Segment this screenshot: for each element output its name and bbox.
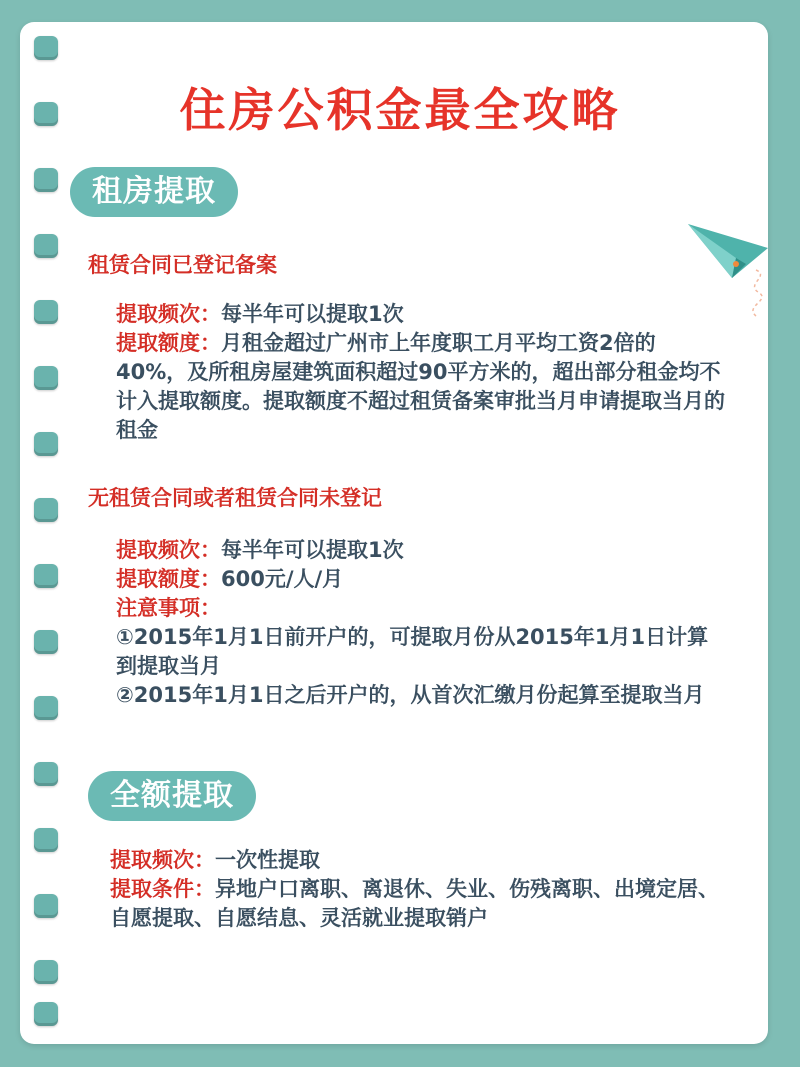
- amount-label: 提取额度：: [116, 567, 221, 591]
- subtitle-unregistered-lease: 无租赁合同或者租赁合同未登记: [88, 486, 382, 510]
- binder-hole-icon: [34, 630, 58, 654]
- note-item-1: ①2015年1月1日前开户的，可提取月份从2015年1月1日计算到提取当月: [116, 625, 709, 678]
- freq-value: 每半年可以提取1次: [221, 538, 404, 562]
- registered-lease-details: [116, 300, 726, 445]
- binder-hole-icon: [34, 498, 58, 522]
- binder-hole-icon: [34, 168, 58, 192]
- binder-hole-icon: [34, 1002, 58, 1026]
- amount-value: 月租金超过广州市上年度职工月平均工资2倍的40%，及所租房屋建筑面积超过90平方米的，超出部分租金均不计入提取额度。提取额度不超过租赁备案审批当月申请提取当月的租金: [116, 331, 725, 442]
- binder-hole-icon: [34, 432, 58, 456]
- binder-hole-icon: [34, 564, 58, 588]
- freq-line: [116, 300, 726, 329]
- freq-label: 提取频次：: [110, 848, 215, 872]
- binder-hole-icon: [34, 36, 58, 60]
- note-label: 注意事项：: [116, 596, 221, 620]
- binder-hole-icon: [34, 696, 58, 720]
- binder-hole-icon: [34, 234, 58, 258]
- cond-value: 异地户口离职、离退休、失业、伤残离职、出境定居、自愿提取、自愿结息、灵活就业提取销户: [110, 877, 719, 930]
- binder-holes: [34, 36, 60, 1026]
- amount-line: [116, 329, 726, 445]
- amount-label: 提取额度：: [116, 331, 221, 355]
- binder-hole-icon: [34, 894, 58, 918]
- binder-hole-icon: [34, 762, 58, 786]
- freq-label: 提取频次：: [116, 302, 221, 326]
- section-heading-rent: 租房提取: [70, 167, 238, 217]
- note-item-2: ②2015年1月1日之后开户的，从首次汇缴月份起算至提取当月: [116, 683, 705, 707]
- amount-line: [116, 565, 726, 594]
- note-line: [116, 594, 726, 623]
- freq-label: 提取频次：: [116, 538, 221, 562]
- binder-hole-icon: [34, 828, 58, 852]
- cond-label: 提取条件：: [110, 877, 215, 901]
- full-withdrawal-details: [110, 846, 720, 933]
- amount-value: 600元/人/月: [221, 567, 344, 591]
- binder-hole-icon: [34, 366, 58, 390]
- binder-hole-icon: [34, 300, 58, 324]
- freq-value: 每半年可以提取1次: [221, 302, 404, 326]
- subtitle-registered-lease: 租赁合同已登记备案: [88, 253, 277, 277]
- freq-value: 一次性提取: [215, 848, 320, 872]
- unregistered-lease-details: [116, 536, 726, 710]
- binder-hole-icon: [34, 960, 58, 984]
- page-title: 住房公积金最全攻略: [179, 83, 621, 137]
- section-heading-full: 全额提取: [88, 771, 256, 821]
- cond-line: [110, 875, 720, 933]
- freq-line: [116, 536, 726, 565]
- freq-line: [110, 846, 720, 875]
